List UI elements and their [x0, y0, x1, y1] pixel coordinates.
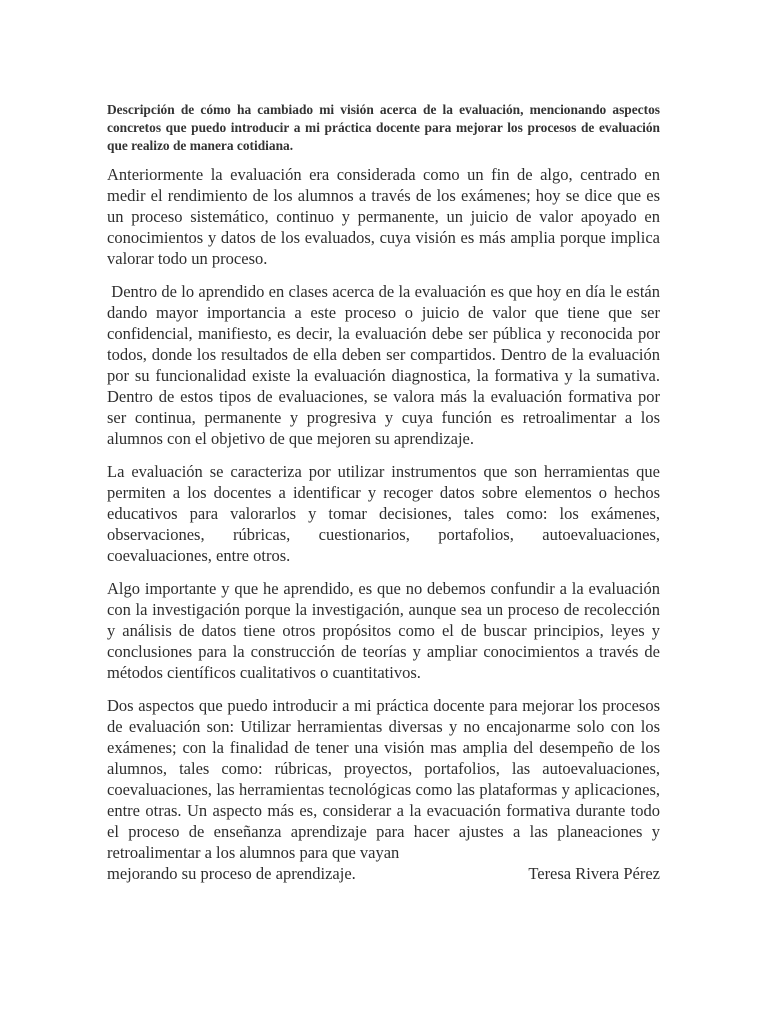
author-signature: Teresa Rivera Pérez — [528, 864, 660, 883]
paragraph-5: Dos aspectos que puedo introducir a mi práctica docente para mejorar los procesos de evaluación son: Utilizar herramientas diversas y no encajonarme solo con los exámenes; con la finalidad de tener una visión mas amplia del desempeño de los alumnos, tales como: rúbricas, proyectos, portafolios, las autoevaluaciones, coevaluaciones, las herramientas tecnológicas como las plataformas y aplicaciones, entre otras. Un aspecto más es, considerar a la evacuación formativa durante todo el proceso de enseñanza aprendizaje para hacer ajustes a las planeaciones y retroalimentar a los alumnos para que vayan — [107, 696, 660, 862]
document-heading: Descripción de cómo ha cambiado mi visión acerca de la evaluación, mencionando aspectos concretos que puedo introducir a mi práctica docente para mejorar los procesos de evaluación que realizo de manera cotidiana. — [107, 102, 660, 153]
paragraph-3: La evaluación se caracteriza por utilizar instrumentos que son herramientas que permiten a los docentes a identificar y recoger datos sobre elementos o hechos educativos para valorarlos y tomar decisiones, tales como: los exámenes, observaciones, rúbricas, cuestionarios, portafolios, autoevaluaciones, coevaluaciones, entre otros. — [107, 462, 660, 565]
paragraph-1: Anteriormente la evaluación era considerada como un fin de algo, centrado en medir el rendimiento de los alumnos a través de los exámenes; hoy se dice que es un proceso sistemático, continuo y permanente, un juicio de valor apoyado en conocimientos y datos de los evaluados, cuya visión es más amplia porque implica valorar todo un proceso. — [107, 165, 660, 268]
closing-text: mejorando su proceso de aprendizaje. — [107, 864, 356, 883]
paragraph-2: Dentro de lo aprendido en clases acerca de la evaluación es que hoy en día le están dando mayor importancia a este proceso o juicio de valor que tiene que ser confidencial, manifiesto, es decir, la evaluación debe ser pública y reconocida por todos, donde los resultados de ella deben ser compartidos. Dentro de la evaluación por su funcionalidad existe la evaluación diagnostica, la formativa y la sumativa. Dentro de estos tipos de evaluaciones, se valora más la evaluación formativa por ser continua, permanente y progresiva y cuya función es retroalimentar a los alumnos con el objetivo de que mejoren su aprendizaje. — [107, 282, 665, 448]
paragraph-4: Algo importante y que he aprendido, es que no debemos confundir a la evaluación con la investigación porque la investigación, aunque sea un proceso de recolección y análisis de datos tiene otros propósitos como el de buscar principios, leyes y conclusiones para la construcción de teorías y ampliar conocimientos a través de métodos científicos cualitativos o cuantitativos. — [107, 579, 660, 682]
closing-line — [107, 863, 660, 884]
